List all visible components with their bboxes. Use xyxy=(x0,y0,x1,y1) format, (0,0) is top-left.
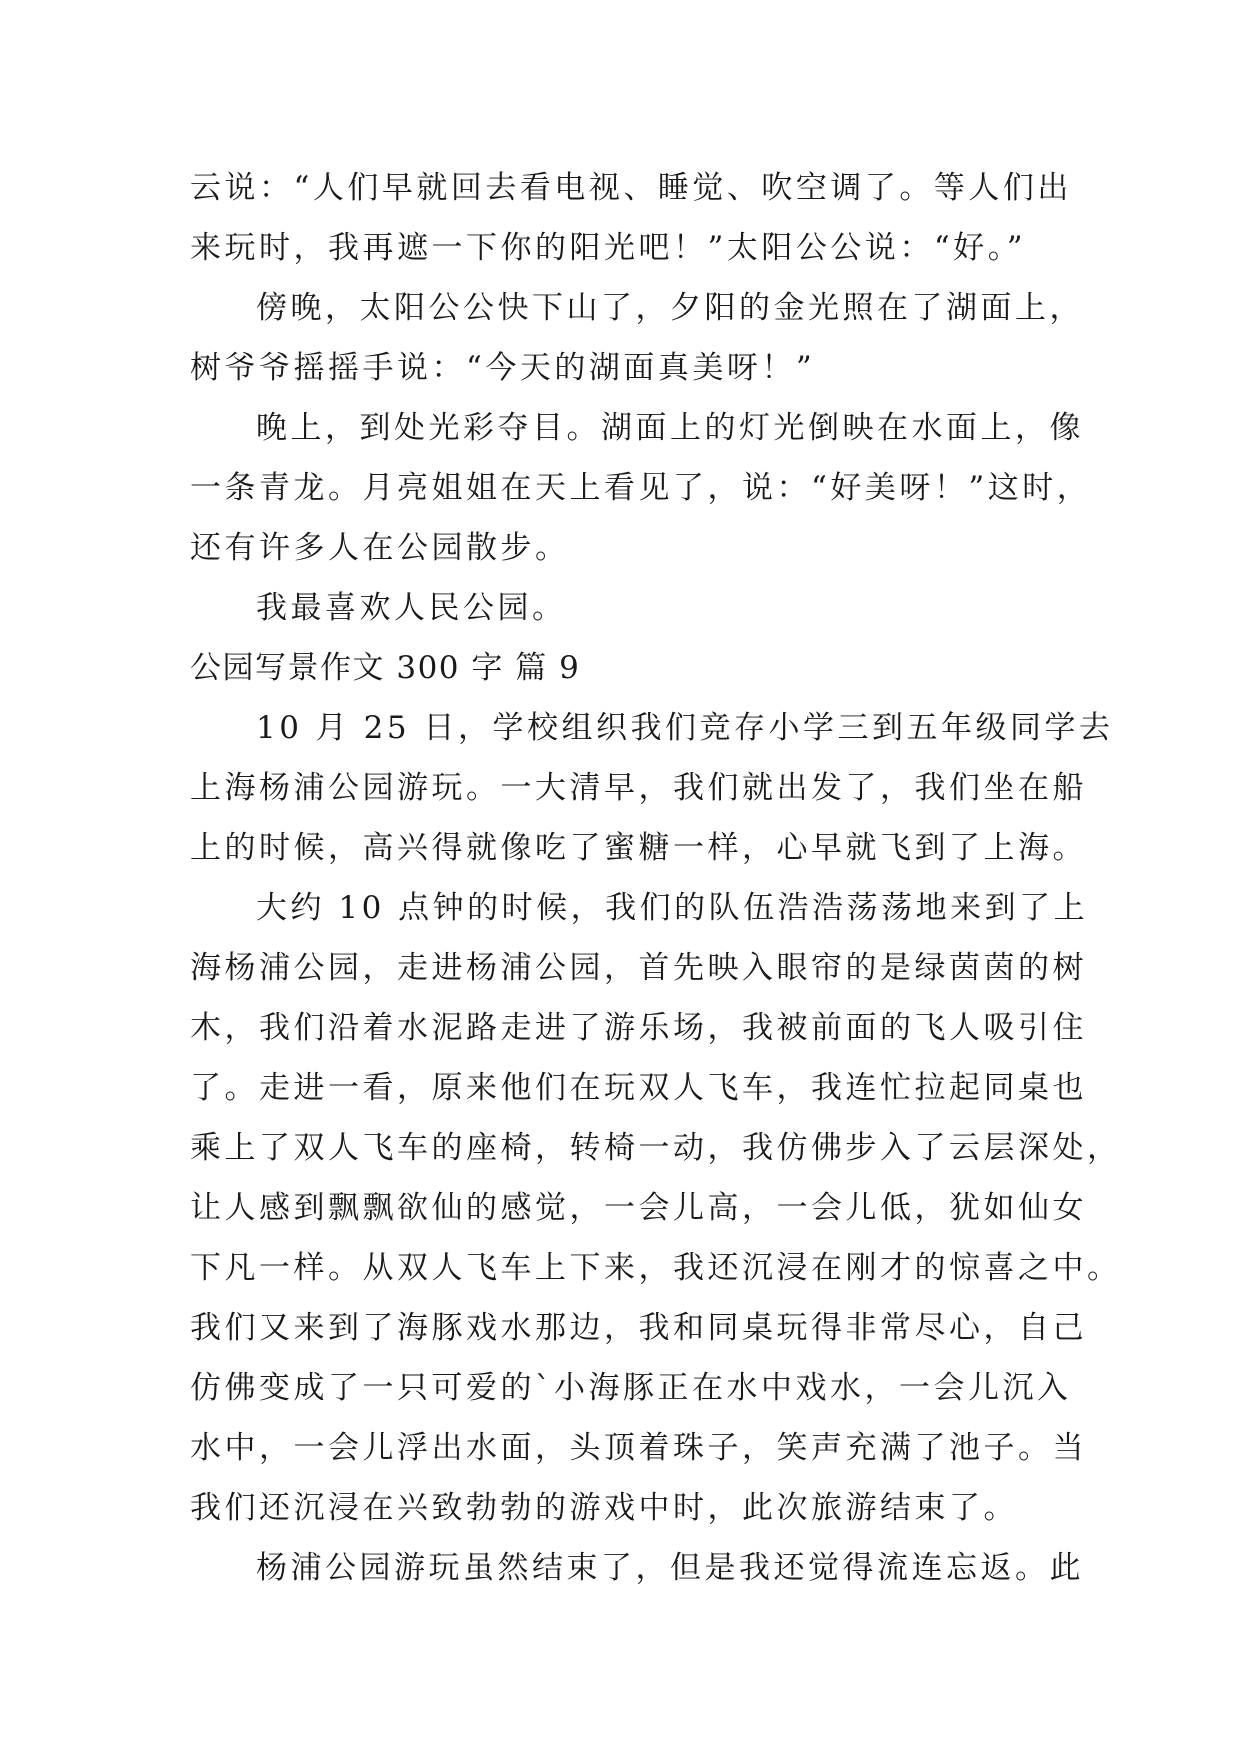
text-line-14: 海杨浦公园，走进杨浦公园，首先映入眼帘的是绿茵茵的树 xyxy=(190,950,1087,986)
text-line-6: 一条青龙。月亮姐姐在天上看见了，说：“好美呀！”这时， xyxy=(190,470,1092,506)
text-line-3: 傍晚，太阳公公快下山了，夕阳的金光照在了湖面上， xyxy=(256,290,1084,326)
text-line-11: 上海杨浦公园游玩。一大清早，我们就出发了，我们坐在船 xyxy=(190,770,1087,806)
text-line-20: 我们又来到了海豚戏水那边，我和同桌玩得非常尽心，自己 xyxy=(190,1310,1087,1346)
text-line-12: 上的时候，高兴得就像吃了蜜糖一样，心早就飞到了上海。 xyxy=(190,830,1087,866)
text-line-19: 下凡一样。从双人飞车上下来，我还沉浸在刚才的惊喜之中。 xyxy=(190,1250,1122,1286)
text-line-10: 10 月 25 日，学校组织我们竞存小学三到五年级同学去 xyxy=(256,710,1114,746)
text-line-21: 仿佛变成了一只可爱的`小海豚正在水中戏水，一会儿沉入 xyxy=(190,1370,1072,1406)
essay-text xyxy=(190,158,1122,1598)
text-line-15: 木，我们沿着水泥路走进了游乐场，我被前面的飞人吸引住 xyxy=(190,1010,1087,1046)
text-line-16: 了。走进一看，原来他们在玩双人飞车，我连忙拉起同桌也 xyxy=(190,1070,1087,1106)
text-line-17: 乘上了双人飞车的座椅，转椅一动，我仿佛步入了云层深处， xyxy=(190,1130,1122,1166)
text-line-18: 让人感到飘飘欲仙的感觉，一会儿高，一会儿低，犹如仙女 xyxy=(190,1190,1087,1226)
text-line-5: 晚上，到处光彩夺目。湖面上的灯光倒映在水面上，像 xyxy=(256,410,1084,446)
text-line-7: 还有许多人在公园散步。 xyxy=(190,530,570,566)
text-line-13: 大约 10 点钟的时候，我们的队伍浩浩荡荡地来到了上 xyxy=(256,890,1089,926)
text-line-8: 我最喜欢人民公园。 xyxy=(256,590,567,626)
text-line-23: 我们还沉浸在兴致勃勃的游戏中时，此次旅游结束了。 xyxy=(190,1490,1018,1526)
text-line-4: 树爷爷摇摇手说：“今天的湖面真美呀！” xyxy=(190,350,816,386)
section-heading: 公园写景作文 300 字 篇 9 xyxy=(190,650,581,686)
text-line-2: 来玩时，我再遮一下你的阳光吧！”太阳公公说：“好。” xyxy=(190,230,1027,266)
text-line-1: 云说：“人们早就回去看电视、睡觉、吹空调了。等人们出 xyxy=(190,170,1072,206)
text-line-22: 水中，一会儿浮出水面，头顶着珠子，笑声充满了池子。当 xyxy=(190,1430,1087,1466)
text-line-24: 杨浦公园游玩虽然结束了，但是我还觉得流连忘返。此 xyxy=(256,1550,1084,1586)
